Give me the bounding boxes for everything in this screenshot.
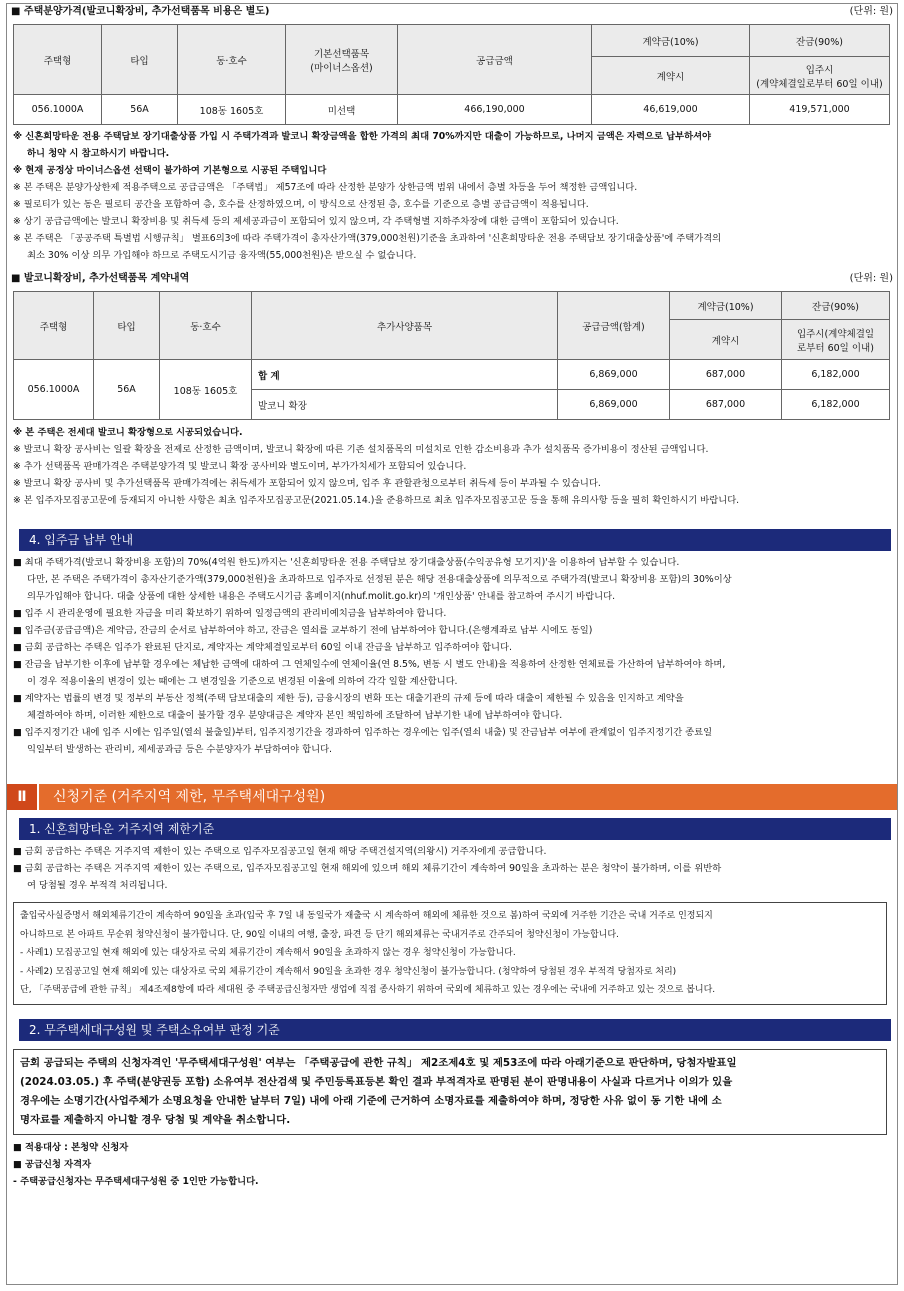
bar-title: 1. 신혼희망타운 거주지역 제한기준 — [29, 822, 215, 836]
cell-item-price: 6,869,000 — [558, 360, 670, 390]
cell-unit: 108동 1605호 — [178, 95, 286, 125]
box-line: (2024.03.05.) 후 주택(분양권등 포함) 소유여부 전산검색 및 주민등록표등본 확인 결과 부적격자로 판명된 분이 판명내용이 사실과 다르거나 이의가 있을 — [20, 1075, 733, 1088]
note-line: ■ 계약자는 법률의 변경 및 정부의 부동산 정책(주택 담보대출의 제한 등), 금융시장의 변화 또는 대출기관의 규제 등에 따라 대출이 제한될 수 있음을 인지하고 계약을 — [13, 693, 684, 704]
note-line: ※ 본 주택은 「공공주택 특별법 시행규칙」 별표6의3에 따라 주택가격이 총자산가액(379,000천원)기준을 초과하여 '신혼희망타운 전용 주택담보 장기대출상품'에 주택가격의 — [13, 233, 722, 244]
option-section-title: ■ 발코니확장비, 추가선택품목 계약내역 — [11, 273, 190, 284]
tail-line: - 주택공급신청자는 무주택세대구성원 중 1인만 가능합니다. — [13, 1175, 259, 1187]
price-table — [13, 24, 890, 125]
price-section-unit: (단위: 원) — [849, 6, 893, 17]
bar-lead-mark — [13, 529, 19, 551]
note-line: ■ 최대 주택가격(발코니 확장비용 포함)의 70%(4억원 한도)까지는 '신혼희망타운 전용 주택담보 장기대출상품(수익공유형 모기지)'을 이용하여 납부할 수 있습니다. — [13, 557, 680, 568]
note-line: 여 당첨될 경우 부적격 처리됩니다. — [27, 880, 168, 891]
th-price: 공급금액(합계) — [558, 292, 670, 360]
cell-subtype: 56A — [94, 360, 160, 420]
homeless-box — [13, 1049, 887, 1135]
th-unit: 동·호수 — [178, 25, 286, 95]
cell-balance: 419,571,000 — [750, 95, 890, 125]
bar-title: 4. 입주금 납부 안내 — [29, 533, 134, 547]
cell-item-balance: 6,182,000 — [782, 390, 890, 420]
note-line: ※ 본 입주자모집공고문에 등재되지 아니한 사항은 최초 입주자모집공고문(2021.05.14.)을 준용하므로 최초 입주자모집공고문 등을 통해 유의사항 등을 필히 확인하시기 바랍니다. — [13, 495, 740, 506]
homeless-tail — [7, 1139, 897, 1190]
box-line: 단, 「주택공급에 관한 규칙」 제4조제8항에 따라 세대원 중 주택공급신청자만 생업에 직접 종사하기 위하여 국외에 체류하고 있는 경우에는 국내에 거주하고 있는 것으로 봅니다. — [20, 985, 716, 995]
note-line: 다만, 본 주택은 주택가격이 총자산기준가액(379,000천원)을 초과하므로 입주자로 선정된 분은 해당 전용대출상품에 의무적으로 주택가격(발코니 확장비용 포함)의 30%이상 — [27, 574, 732, 585]
th-option: 기본선택품목 (마이너스옵션) — [286, 25, 398, 95]
cell-item-balance: 6,182,000 — [782, 360, 890, 390]
note-line: ※ 발코니 확장 공사비는 일괄 확장을 전제로 산정한 금액이며, 발코니 확장에 따른 기존 설치품목의 미설치로 인한 감소비용과 추가 설치품목 증가비용이 정산된 금액입니다. — [13, 444, 709, 455]
box-line: 명자료를 제출하지 아니할 경우 당첨 및 계약을 취소합니다. — [20, 1113, 291, 1126]
note-line: 체결하여야 하며, 이러한 제한으로 대출이 불가할 경우 분양대금은 계약자 본인 책임하에 조달하여 납부기한 내에 납부하여야 합니다. — [27, 710, 563, 721]
cell-option: 미선택 — [286, 95, 398, 125]
th-balance: 잔금(90%) — [782, 292, 890, 320]
note-line: ■ 금회 공급하는 주택은 입주가 완료된 단지로, 계약자는 계약체결일로부터 60일 이내 잔금을 납부하고 입주하여야 합니다. — [13, 642, 512, 653]
section-bar-residence — [13, 818, 891, 840]
th-deposit: 계약금(10%) — [592, 25, 750, 57]
note-line: ※ 필로티가 있는 동은 필로티 공간을 포함하여 층, 호수를 산정하였으며, 이 방식으로 산정된 층, 호수를 기준으로 층별 공급금액이 적용됩니다. — [13, 199, 589, 210]
box-line: 금회 공급되는 주택의 신청자격인 '무주택세대구성원' 여부는 「주택공급에 관한 규칙」 제2조제4호 및 제53조에 따라 아래기준으로 판단하며, 당첨자발표일 — [20, 1056, 737, 1069]
th-items: 추가사양품목 — [252, 292, 558, 360]
box-line: - 사례2) 모집공고일 현재 해외에 있는 대상자로 국외 체류기간이 계속해서 90일을 초과한 경우 청약신청이 불가능합니다. (청약하여 당첨된 경우 부적격 당첨자로 처리) — [20, 966, 677, 977]
note-line: 의무가입해야 합니다. 대출 상품에 대한 상세한 내용은 주택도시기금 홈페이지(nhuf.molit.go.kr)의 '개인상품' 안내를 참고하여 주시기 바랍니다. — [27, 591, 616, 602]
note-line: ■ 잔금을 납부기한 이후에 납부할 경우에는 체납한 금액에 대하여 그 연체일수에 연체이율(연 8.5%, 변동 시 별도 안내)을 적용하여 산정한 연체료를 가산하여 납부하여야 하며, — [13, 659, 726, 670]
cell-item-deposit: 687,000 — [670, 360, 782, 390]
note-line: 익일부터 발생하는 관리비, 제세공과금 등은 수분양자가 부담하여야 합니다. — [27, 744, 333, 755]
option-table — [13, 291, 890, 420]
price-section-title: ■ 주택분양가격(발코니확장비, 추가선택품목 비용은 별도) — [11, 6, 270, 17]
th-deposit-sub: 계약시 — [670, 320, 782, 360]
note-line: ※ 상기 공급금액에는 발코니 확장비용 및 취득세 등의 제세공과금이 포함되어 있지 않으며, 각 주택형별 지하주차장에 대한 금액이 포함되어 있습니다. — [13, 216, 619, 227]
note-line: ■ 입주지정기간 내에 입주 시에는 입주일(열쇠 불출일)부터, 입주지정기간을 경과하여 입주하는 경우에는 입주(열쇠 내출) 및 잔금납부 여부에 관계없이 입주지정기간 종료일 — [13, 727, 713, 738]
chapter-bar — [7, 784, 897, 810]
cell-price: 466,190,000 — [398, 95, 592, 125]
option-section-unit: (단위: 원) — [849, 273, 893, 284]
box-line: 아니하므로 본 아파트 무순위 청약신청이 불가합니다. 단, 90일 이내의 여행, 출장, 파견 등 단기 해외체류는 국내거주로 간주되어 청약신청이 가능합니다. — [20, 929, 619, 940]
chapter-title: 신청기준 (거주지역 제한, 무주택세대구성원) — [37, 784, 325, 810]
th-balance-sub: 입주시(계약체결일 로부터 60일 이내) — [782, 320, 890, 360]
th-balance-sub: 입주시 (계약체결일로부터 60일 이내) — [750, 57, 890, 95]
th-deposit-sub: 계약시 — [592, 57, 750, 95]
cell-deposit: 46,619,000 — [592, 95, 750, 125]
note-line: ※ 본 주택은 전세대 발코니 확장형으로 시공되었습니다. — [13, 427, 243, 438]
section-bar-homeless — [13, 1019, 891, 1041]
payment-notes — [7, 554, 897, 758]
th-unit: 동·호수 — [160, 292, 252, 360]
note-line: ※ 본 주택은 분양가상한제 적용주택으로 공급금액은 「주택법」 제57조에 따라 산정한 분양가 상한금액 범위 내에서 층별 차등을 두어 책정한 금액입니다. — [13, 182, 638, 193]
th-subtype: 타입 — [94, 292, 160, 360]
tail-line: ■ 공급신청 자격자 — [13, 1158, 92, 1170]
note-line: ※ 추가 선택품목 판매가격은 주택분양가격 및 발코니 확장 공사비와 별도이며, 부가가치세가 포함되어 있습니다. — [13, 461, 467, 472]
note-line: 이 경우 적용이율의 변경이 있는 때에는 그 변경일을 기준으로 변경된 이율에 의하여 각각 일할 계산합니다. — [27, 676, 458, 687]
cell-subtype: 56A — [102, 95, 178, 125]
price-notes — [7, 128, 897, 264]
note-line: ■ 금회 공급하는 주택은 거주지역 제한이 있는 주택으로, 입주자모집공고일 현재 해외에 있으며 해외 체류기간이 계속하여 90일을 초과하는 분은 청약이 불가하며, 이를 위반하 — [13, 863, 722, 874]
th-deposit: 계약금(10%) — [670, 292, 782, 320]
price-section-header — [7, 5, 897, 19]
note-line: 최소 30% 이상 의무 가입해야 하므로 주택도시기금 융자액(55,000천원)은 받으실 수 없습니다. — [27, 250, 417, 261]
table-row — [14, 360, 890, 390]
note-line: ※ 발코니 확장 공사비 및 추가선택품목 판매가격에는 취득세가 포함되어 있지 않으며, 입주 후 관할관청으로부터 취득세 등이 부과될 수 있습니다. — [13, 478, 601, 489]
tail-line: ■ 적용대상 : 본청약 신청자 — [13, 1141, 129, 1153]
th-type: 주택형 — [14, 292, 94, 360]
note-line: ■ 입주 시 관리운영에 필요한 자금을 미리 확보하기 위하여 일정금액의 관리비예치금을 납부하여야 합니다. — [13, 608, 447, 619]
bar-lead-mark — [13, 1019, 19, 1041]
table-row — [14, 95, 890, 125]
th-subtype: 타입 — [102, 25, 178, 95]
option-notes — [7, 424, 897, 509]
note-line: ■ 입주금(공급금액)은 계약금, 잔금의 순서로 납부하여야 하고, 잔금은 열쇠를 교부하기 전에 납부하여야 합니다.(은행계좌로 납부 시에도 동일) — [13, 625, 593, 636]
residence-box — [13, 902, 887, 1005]
note-line: ※ 현재 공정상 마이너스옵션 선택이 불가하여 기본형으로 시공된 주택입니다 — [13, 165, 327, 176]
th-balance: 잔금(90%) — [750, 25, 890, 57]
residence-notes — [7, 843, 897, 894]
th-price: 공급금액 — [398, 25, 592, 95]
option-section-header — [7, 272, 897, 286]
box-line: 경우에는 소명기간(사업주체가 소명요청을 안내한 날부터 7일) 내에 아래 기준에 근거하여 소명자료를 제출하여야 하며, 정당한 사유 없이 동 기한 내에 소 — [20, 1094, 722, 1107]
cell-type: 056.1000A — [14, 360, 94, 420]
cell-item-name: 합 계 — [252, 360, 558, 390]
box-line: 출입국사실증명서 해외체류기간이 계속하여 90일을 초과(입국 후 7일 내 동일국가 재출국 시 계속하여 해외에 체류한 것으로 봄)하여 국외에 거주한 기간은 국내 거주로 인정되지 — [20, 911, 713, 921]
bar-lead-mark — [13, 818, 19, 840]
th-type: 주택형 — [14, 25, 102, 95]
box-line: - 사례1) 모집공고일 현재 해외에 있는 대상자로 국외 체류기간이 계속해서 90일을 초과하지 않는 경우 청약신청이 가능합니다. — [20, 948, 516, 958]
note-line: 하니 청약 시 참고하시기 바랍니다. — [27, 148, 170, 159]
note-line: ※ 신혼희망타운 전용 주택담보 장기대출상품 가입 시 주택가격과 발코니 확장금액을 합한 가격의 최대 70%까지만 대출이 가능하므로, 나머지 금액은 자력으로 납부하셔야 — [13, 131, 712, 142]
cell-item-name: 발코니 확장 — [252, 390, 558, 420]
note-line: ■ 금회 공급하는 주택은 거주지역 제한이 있는 주택으로 입주자모집공고일 현재 해당 주택건설지역(의왕시) 거주자에게 공급합니다. — [13, 846, 547, 857]
cell-item-deposit: 687,000 — [670, 390, 782, 420]
cell-item-price: 6,869,000 — [558, 390, 670, 420]
chapter-number: Ⅱ — [7, 784, 37, 810]
cell-type: 056.1000A — [14, 95, 102, 125]
bar-title: 2. 무주택세대구성원 및 주택소유여부 판정 기준 — [29, 1022, 280, 1037]
document-page — [6, 3, 898, 1285]
cell-unit: 108동 1605호 — [160, 360, 252, 420]
section-bar-payment — [13, 529, 891, 551]
